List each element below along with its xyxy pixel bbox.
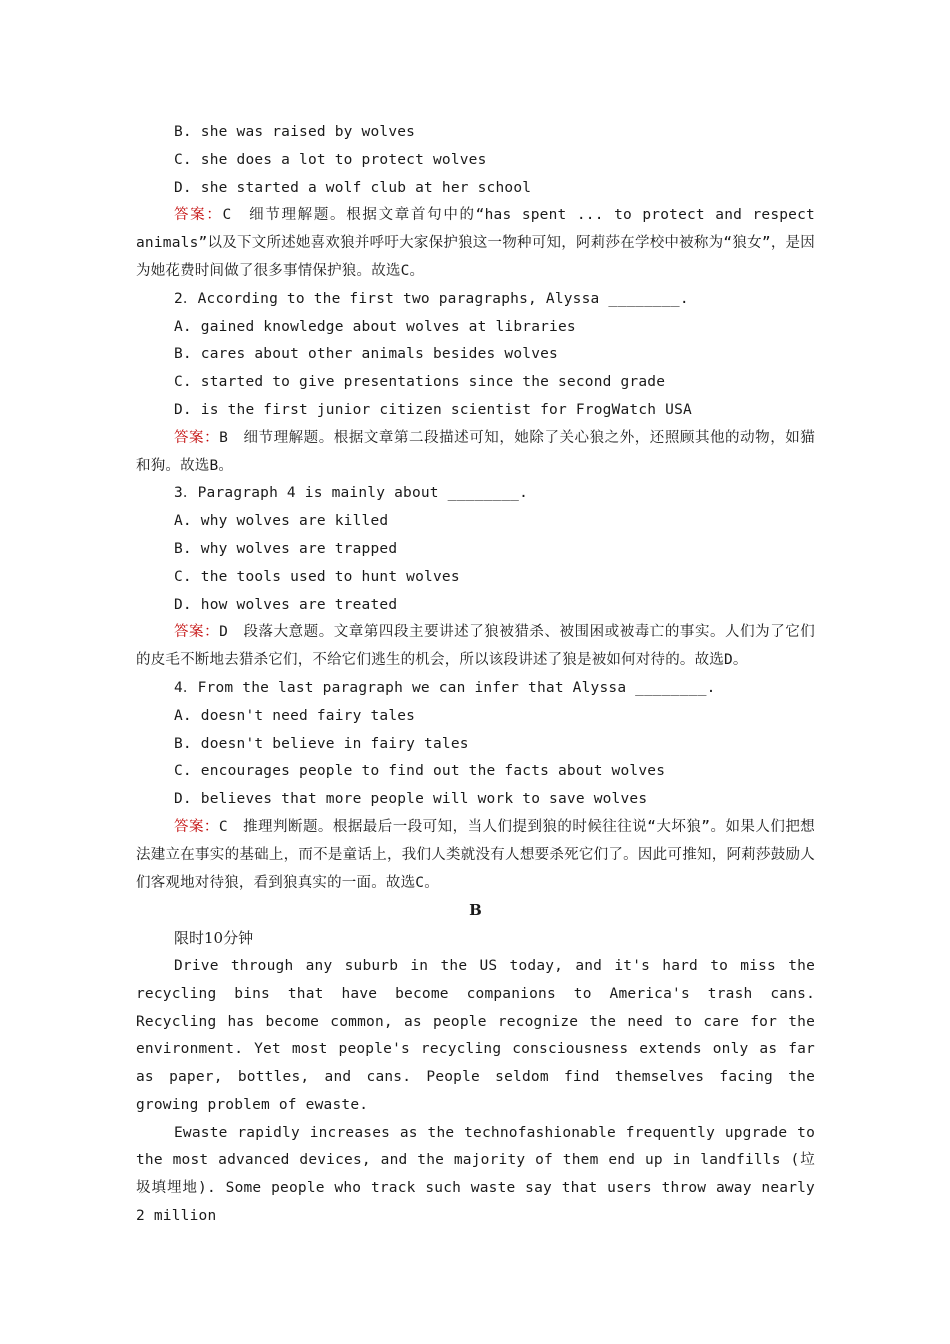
- q3-option-a: A. why wolves are killed: [174, 513, 389, 530]
- q4-option-b: B. doesn't believe in fairy tales: [174, 735, 469, 752]
- q4-option-a: A. doesn't need fairy tales: [174, 707, 416, 724]
- q2-option-b: B. cares about other animals besides wolves: [174, 346, 558, 363]
- q4-option-d: D. believes that more people will work to save wolves: [174, 791, 648, 808]
- q1-option-b: B. she was raised by wolves: [174, 124, 416, 140]
- question-3-stem: 3．Paragraph 4 is mainly about ________.: [174, 485, 529, 502]
- question-2-stem: 2．According to the first two paragraphs, Alyssa ________.: [174, 290, 689, 307]
- answer-2: [136, 425, 815, 481]
- answer-text: B 细节理解题。根据文章第二段描述可知，她除了关心狼之外，还照顾其他的动物，如猫和狗。故选B。: [136, 429, 815, 474]
- answer-text: C 推理判断题。根据最后一段可知，当人们提到狼的时候往往说“大坏狼”。如果人们把想法建立在事实的基础上，而不是童话上，我们人类就没有人想要杀死它们了。因此可推知，阿莉莎鼓励人们客观地对待狼，看到狼真实的一面。故选C。: [136, 818, 815, 891]
- answer-4: [136, 814, 815, 897]
- answer-1: [136, 202, 815, 285]
- answer-label: 答案：: [174, 624, 220, 641]
- q1-option-c: C. she does a lot to protect wolves: [174, 151, 487, 168]
- section-title: B: [469, 901, 482, 920]
- question-4-stem: 4．From the last paragraph we can infer that Alyssa ________.: [174, 679, 716, 696]
- q1-option-d: D. she started a wolf club at her school: [174, 179, 532, 196]
- answer-text: D 段落大意题。文章第四段主要讲述了狼被猎杀、被围困或被毒亡的事实。人们为了它们的皮毛不断地去猎杀它们，不给它们逃生的机会，所以该段讲述了狼是被如何对待的。故选D。: [136, 624, 815, 669]
- answer-label: 答案：: [174, 818, 219, 835]
- time-limit: 限时10分钟: [174, 929, 254, 948]
- answer-text: C 细节理解题。根据文章首句中的“has spent ... to protect and respect animals”以及下文所述她喜欢狼并呼吁大家保护狼这一物种可知，阿莉莎在学校中被称为“狼女”，是因为她花费时间做了很多事情保护狼。故选C。: [136, 207, 815, 279]
- q4-option-c: C. encourages people to find out the facts about wolves: [174, 763, 666, 780]
- passage-paragraph-1: Drive through any suburb in the US today, and it's hard to miss the recycling bins that have become companions to America's trash cans. Recycling has become common, as people recognize the need to care for the environment. Yet most people's recycling consciousness extends only as far as paper, bottles, and cans. People seldom find themselves facing the growing problem of ewaste.: [136, 957, 815, 1113]
- document-page: [136, 119, 815, 1231]
- q2-option-a: A. gained knowledge about wolves at libraries: [174, 318, 576, 335]
- q2-option-d: D. is the first junior citizen scientist for FrogWatch USA: [174, 401, 692, 418]
- q3-option-b: B. why wolves are trapped: [174, 540, 398, 557]
- q3-option-c: C. the tools used to hunt wolves: [174, 568, 460, 585]
- passage-paragraph-2: Ewaste rapidly increases as the technofashionable frequently upgrade to the most advanced devices, and the majority of them end up in landfills (垃圾填埋地). Some people who track such waste say that users throw away nearly 2 million: [136, 1124, 815, 1225]
- answer-3: [136, 619, 815, 675]
- answer-label: 答案：: [174, 429, 220, 446]
- answer-label: 答案：: [174, 207, 223, 224]
- q2-option-c: C. started to give presentations since the second grade: [174, 374, 666, 391]
- q3-option-d: D. how wolves are treated: [174, 596, 398, 613]
